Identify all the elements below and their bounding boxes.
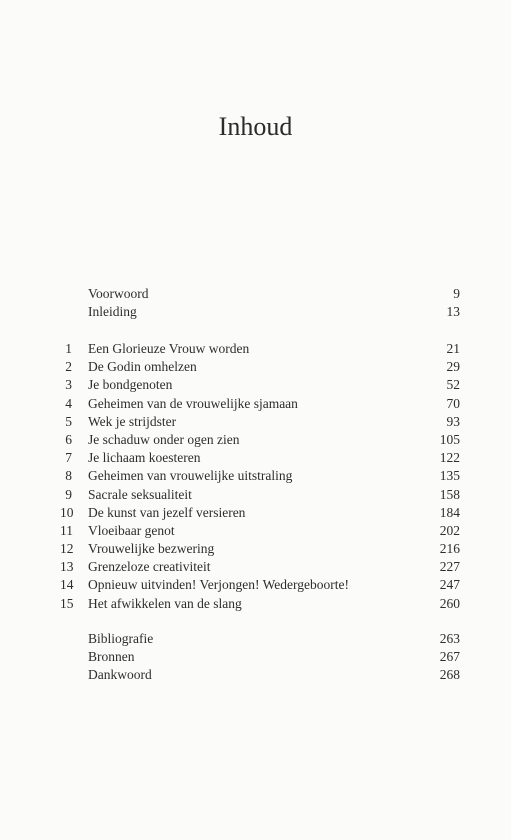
- toc-chapter: [60, 358, 460, 376]
- toc-front-matter: [60, 285, 460, 321]
- toc-chapter: [60, 467, 460, 485]
- toc-chapter-page: 52: [446, 377, 460, 393]
- toc-chapter-label: Je schaduw onder ogen zien: [88, 431, 240, 447]
- toc-entry: [60, 630, 460, 648]
- toc-chapter-number: 7: [65, 450, 72, 466]
- toc-chapter-page: 93: [446, 413, 460, 429]
- toc-chapter-number: 6: [65, 431, 72, 447]
- toc-chapter-page: 158: [439, 486, 460, 502]
- toc-chapter-label: De Godin omhelzen: [88, 359, 197, 375]
- toc-chapters: [60, 340, 460, 613]
- toc-chapter-label: Het afwikkelen van de slang: [88, 595, 242, 611]
- toc-chapter: [60, 395, 460, 413]
- toc-entry-page: 13: [446, 304, 460, 320]
- toc-chapter: [60, 595, 460, 613]
- toc-chapter-label: Een Glorieuze Vrouw worden: [88, 341, 250, 356]
- toc-chapter: [60, 540, 460, 558]
- toc-chapter: [60, 413, 460, 431]
- toc-chapter-label: Sacrale seksualiteit: [88, 486, 192, 502]
- toc-chapter-number: 8: [65, 468, 72, 484]
- toc-chapter-number: 3: [65, 377, 72, 393]
- toc-chapter-label: Opnieuw uitvinden! Verjongen! Wedergeboorte!: [88, 577, 349, 593]
- toc-chapter-page: 216: [439, 541, 460, 557]
- toc-chapter: [60, 486, 460, 504]
- toc-chapter-page: 184: [439, 504, 460, 520]
- toc-entry-label: Inleiding: [88, 304, 137, 320]
- toc-entry-label: Dankwoord: [88, 667, 152, 683]
- toc-chapter-label: Geheimen van de vrouwelijke sjamaan: [88, 395, 298, 411]
- toc-chapter-label: Je lichaam koesteren: [88, 450, 201, 466]
- toc-chapter-page: 105: [439, 431, 460, 447]
- toc-chapter-page: 29: [446, 359, 460, 375]
- toc-entry: [60, 285, 460, 303]
- toc-chapter: [60, 576, 460, 594]
- toc-chapter-number: 15: [60, 595, 74, 611]
- toc-chapter-number: 10: [60, 504, 74, 520]
- toc-chapter-number: 4: [65, 395, 72, 411]
- toc-chapter-number: 5: [65, 413, 72, 429]
- toc-entry-page: 9: [453, 286, 460, 301]
- toc-chapter-label: Je bondgenoten: [88, 377, 173, 393]
- toc-chapter-label: De kunst van jezelf versieren: [88, 504, 246, 520]
- toc-chapter: [60, 522, 460, 540]
- toc-entry-label: Bibliografie: [88, 631, 154, 646]
- toc-chapter-number: 14: [60, 577, 74, 593]
- toc-chapter-page: 135: [439, 468, 460, 484]
- toc-entry: [60, 666, 460, 684]
- toc-chapter: [60, 376, 460, 394]
- toc-entry: [60, 648, 460, 666]
- toc-chapter-label: Wek je strijdster: [88, 413, 177, 429]
- toc-chapter-page: 122: [439, 450, 460, 466]
- toc-chapter-label: Vloeibaar genot: [88, 522, 175, 538]
- toc-chapter: [60, 431, 460, 449]
- toc-chapter-page: 202: [439, 522, 460, 538]
- toc-chapter: [60, 504, 460, 522]
- toc-chapter-number: 2: [65, 359, 72, 375]
- toc-entry-page: 267: [439, 649, 460, 665]
- toc-chapter-page: 70: [446, 395, 460, 411]
- toc-entry-label: Voorwoord: [88, 286, 149, 301]
- toc-chapter-label: Grenzeloze creativiteit: [88, 559, 211, 575]
- toc-chapter-number: 12: [60, 541, 74, 557]
- toc-chapter: [60, 340, 460, 358]
- toc-chapter: [60, 558, 460, 576]
- toc-entry: [60, 303, 460, 321]
- toc-chapter-number: 11: [60, 522, 73, 538]
- page-title: Inhoud: [218, 112, 293, 141]
- toc-chapter-page: 21: [446, 341, 460, 356]
- toc-chapter-page: 260: [439, 595, 460, 611]
- toc-chapter-number: 13: [60, 559, 74, 575]
- toc-chapter-number: 9: [65, 486, 72, 502]
- toc-chapter-label: Vrouwelijke bezwering: [88, 541, 215, 557]
- toc-chapter: [60, 449, 460, 467]
- toc-entry-page: 263: [439, 631, 460, 646]
- toc-back-matter: [60, 630, 460, 685]
- toc-chapter-number: 1: [65, 341, 72, 356]
- toc-chapter-page: 227: [439, 559, 460, 575]
- toc-entry-label: Bronnen: [88, 649, 135, 665]
- toc-entry-page: 268: [439, 667, 460, 683]
- toc-chapter-page: 247: [439, 577, 460, 593]
- toc-chapter-label: Geheimen van vrouwelijke uitstraling: [88, 468, 293, 484]
